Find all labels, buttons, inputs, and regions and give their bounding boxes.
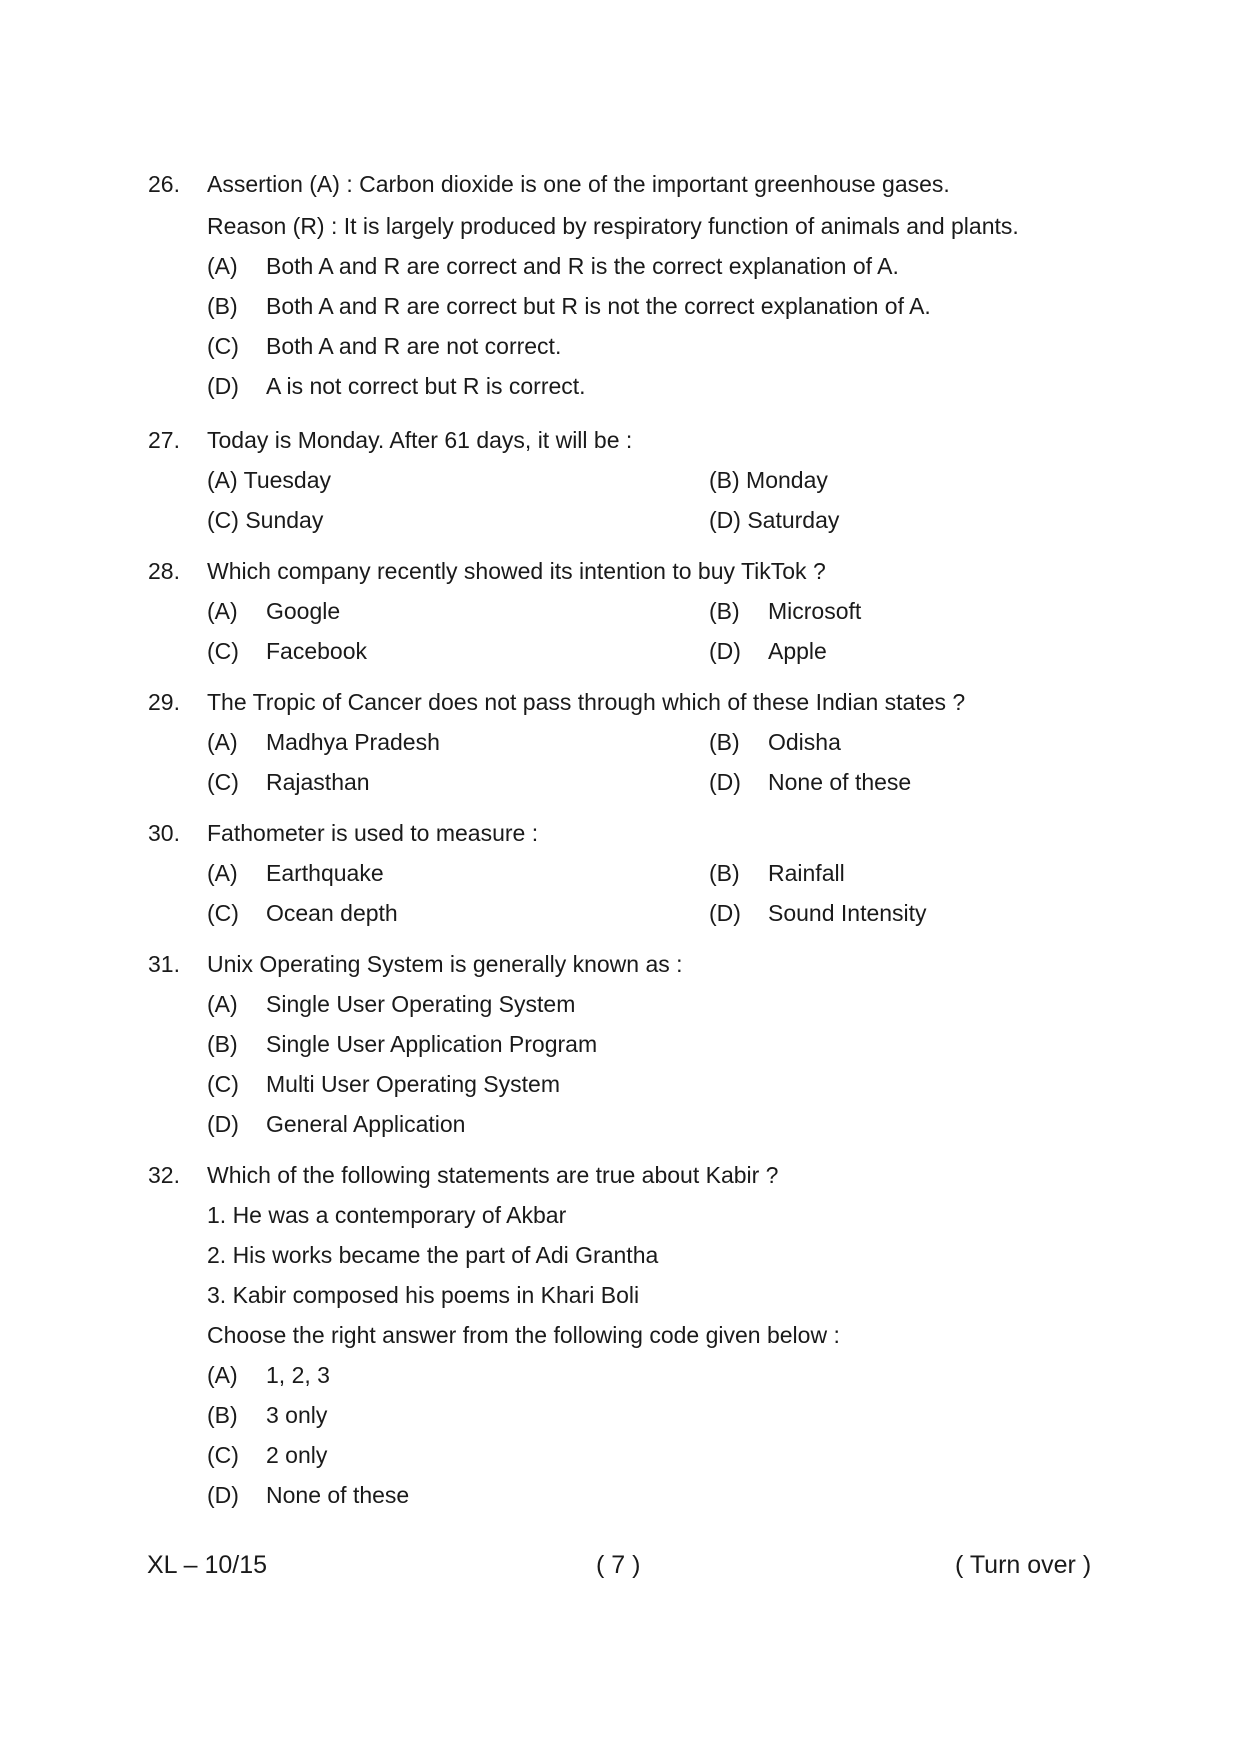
option-text: Multi User Operating System bbox=[266, 1071, 560, 1097]
options-grid bbox=[207, 722, 1128, 802]
option-label: (B) bbox=[709, 598, 740, 624]
option-label: (A) bbox=[207, 598, 238, 624]
option-label: (B) bbox=[709, 860, 740, 886]
option-label: (C) bbox=[207, 1442, 239, 1468]
option-text: Both A and R are not correct. bbox=[266, 333, 562, 359]
footer-page-number: ( 7 ) bbox=[596, 1551, 641, 1579]
option-text: Single User Operating System bbox=[266, 991, 576, 1017]
option-text: Single User Application Program bbox=[266, 1031, 598, 1057]
option-label: (A) bbox=[207, 253, 238, 279]
instruction-text: Choose the right answer from the following code given below : bbox=[207, 1322, 840, 1348]
option-text: Sound Intensity bbox=[768, 900, 927, 926]
option-label: (C) bbox=[207, 333, 239, 359]
option-a: (A) Tuesday bbox=[207, 467, 331, 493]
option-label: (D) bbox=[207, 373, 239, 399]
option-label: (D) bbox=[709, 900, 741, 926]
option-text: Facebook bbox=[266, 638, 368, 664]
question-number: 26. bbox=[148, 171, 180, 197]
question-text: The Tropic of Cancer does not pass through which of these Indian states ? bbox=[207, 689, 966, 715]
statement-1: 1. He was a contemporary of Akbar bbox=[207, 1202, 567, 1228]
question-31 bbox=[148, 944, 1128, 1144]
question-number: 28. bbox=[148, 558, 180, 584]
question-number: 31. bbox=[148, 951, 180, 977]
option-c: (C) Sunday bbox=[207, 507, 324, 533]
option-text: Odisha bbox=[768, 729, 841, 755]
option-label: (A) bbox=[207, 1362, 238, 1388]
option-text: None of these bbox=[768, 769, 912, 795]
option-label: (C) bbox=[207, 900, 239, 926]
option-text: 2 only bbox=[266, 1442, 328, 1468]
option-b bbox=[207, 1395, 1128, 1435]
option-a bbox=[207, 246, 1128, 286]
option-label: (D) bbox=[709, 638, 741, 664]
option-a bbox=[207, 1355, 1128, 1395]
option-label: (B) bbox=[207, 293, 238, 319]
option-text: Rainfall bbox=[768, 860, 845, 886]
option-text: Apple bbox=[768, 638, 827, 664]
question-text: Which of the following statements are true about Kabir ? bbox=[207, 1162, 779, 1188]
option-d bbox=[207, 366, 1128, 406]
question-text: Fathometer is used to measure : bbox=[207, 820, 539, 846]
option-label: (A) bbox=[207, 860, 238, 886]
option-text: Google bbox=[266, 598, 341, 624]
question-number: 27. bbox=[148, 427, 180, 453]
option-text: None of these bbox=[266, 1482, 410, 1508]
option-label: (B) bbox=[207, 1031, 238, 1057]
option-text: Madhya Pradesh bbox=[266, 729, 440, 755]
options-grid bbox=[207, 591, 1128, 671]
option-text: General Application bbox=[266, 1111, 466, 1137]
option-label: (A) bbox=[207, 729, 238, 755]
option-label: (D) bbox=[207, 1482, 239, 1508]
option-a bbox=[207, 984, 1128, 1024]
option-label: (A) bbox=[207, 991, 238, 1017]
footer-turn-over: ( Turn over ) bbox=[955, 1551, 1092, 1579]
option-text: 1, 2, 3 bbox=[266, 1362, 330, 1388]
question-number: 32. bbox=[148, 1162, 180, 1188]
statement-2: 2. His works became the part of Adi Grantha bbox=[207, 1242, 659, 1268]
option-text: Rajasthan bbox=[266, 769, 370, 795]
statement-3: 3. Kabir composed his poems in Khari Boli bbox=[207, 1282, 640, 1308]
option-b bbox=[207, 1024, 1128, 1064]
option-text: A is not correct but R is correct. bbox=[266, 373, 586, 399]
option-label: (B) bbox=[207, 1402, 238, 1428]
option-c bbox=[207, 326, 1128, 366]
reason-text: Reason (R) : It is largely produced by respiratory function of animals and plants. bbox=[207, 213, 1019, 239]
question-32 bbox=[148, 1155, 1128, 1515]
question-27 bbox=[148, 420, 1128, 540]
option-text: Microsoft bbox=[768, 598, 862, 624]
option-d bbox=[207, 1104, 1128, 1144]
options-grid bbox=[207, 853, 1128, 933]
footer-paper-code: XL – 10/15 bbox=[147, 1551, 268, 1579]
option-d: (D) Saturday bbox=[709, 507, 840, 533]
option-c bbox=[207, 1064, 1128, 1104]
assertion-text: Assertion (A) : Carbon dioxide is one of the important greenhouse gases. bbox=[207, 171, 950, 197]
option-label: (C) bbox=[207, 638, 239, 664]
option-label: (C) bbox=[207, 769, 239, 795]
option-label: (D) bbox=[709, 769, 741, 795]
options-grid bbox=[207, 460, 1128, 540]
question-29 bbox=[148, 682, 1128, 802]
question-text: Which company recently showed its intention to buy TikTok ? bbox=[207, 558, 826, 584]
option-label: (B) bbox=[709, 729, 740, 755]
question-30 bbox=[148, 813, 1128, 933]
option-label: (D) bbox=[207, 1111, 239, 1137]
option-text: Both A and R are correct and R is the correct explanation of A. bbox=[266, 253, 899, 279]
question-26 bbox=[148, 164, 1128, 406]
option-text: Ocean depth bbox=[266, 900, 398, 926]
question-text: Unix Operating System is generally known as : bbox=[207, 951, 683, 977]
option-text: 3 only bbox=[266, 1402, 328, 1428]
question-number: 30. bbox=[148, 820, 180, 846]
option-text: Both A and R are correct but R is not the correct explanation of A. bbox=[266, 293, 931, 319]
option-text: Earthquake bbox=[266, 860, 384, 886]
option-c bbox=[207, 1435, 1128, 1475]
option-label: (C) bbox=[207, 1071, 239, 1097]
question-number: 29. bbox=[148, 689, 180, 715]
question-text: Today is Monday. After 61 days, it will be : bbox=[207, 427, 633, 453]
option-b: (B) Monday bbox=[709, 467, 828, 493]
option-b bbox=[207, 286, 1128, 326]
option-d bbox=[207, 1475, 1128, 1515]
question-28 bbox=[148, 551, 1128, 671]
